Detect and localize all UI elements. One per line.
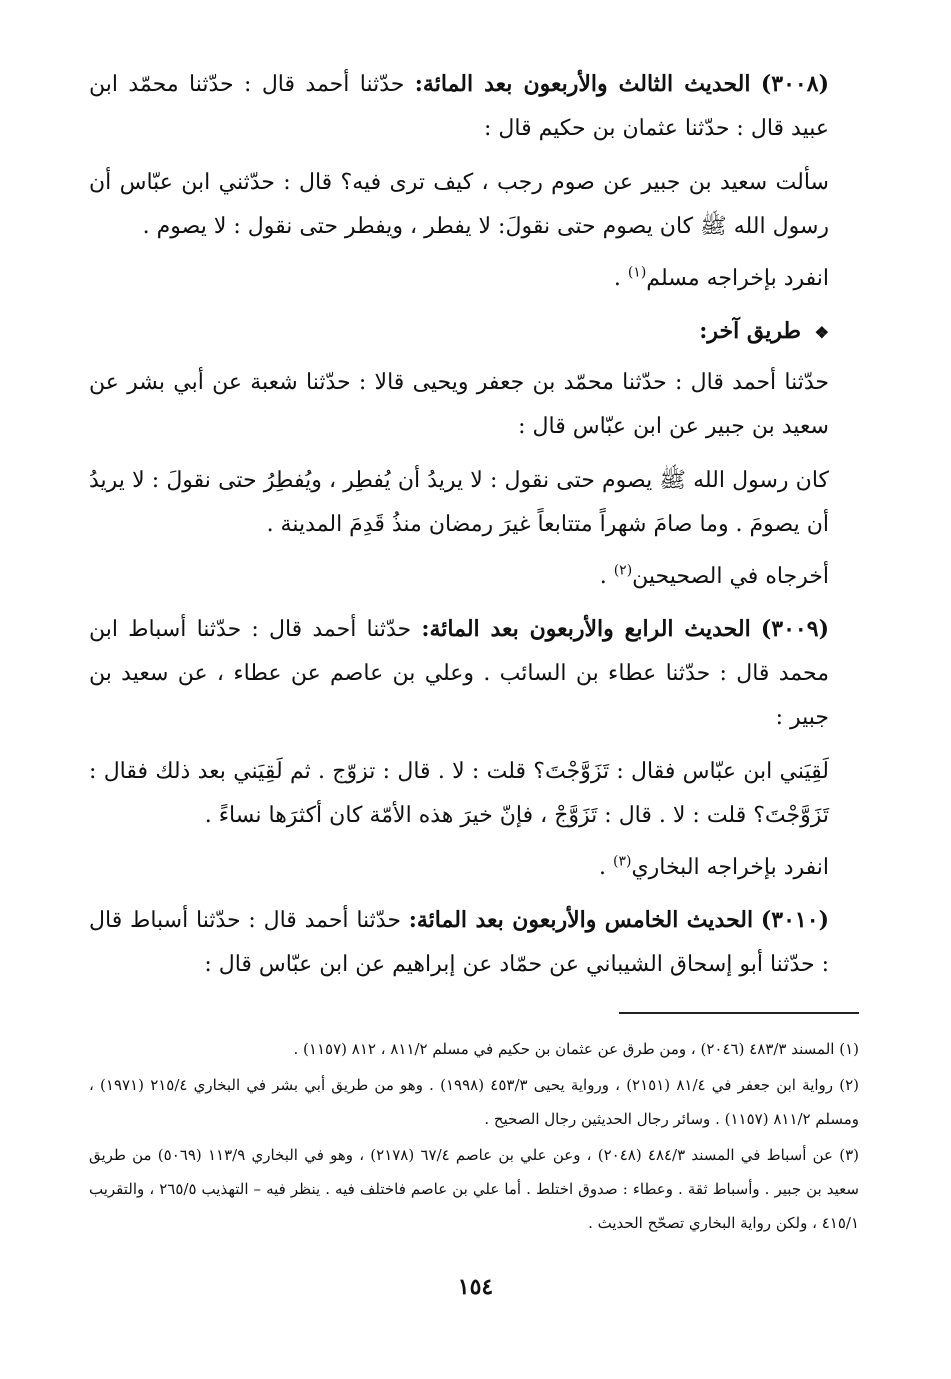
diamond-icon: ❖ xyxy=(814,323,829,342)
hadith-number: (٣٠٠٩) xyxy=(760,616,829,642)
footnote-2: (٢) رواية ابن جعفر في ٨١/٤ (٢١٥١) ، ورواية يحيى ٤٥٣/٣ (١٩٩٨) . وهو من طريق أبي بشر في البخاري ٢١٥/٤ (١٩٧١) ، ومسلم ٨١١/٢ (١١٥٧) . وسائر رجال الحديثين رجال الصحيح . xyxy=(89,1076,860,1128)
hadith-title: الحديث الخامس والأربعون بعد المائة: xyxy=(408,907,754,933)
source-text: انفرد بإخراجه البخاري xyxy=(631,855,829,880)
page-number: ١٥٤ xyxy=(457,1274,494,1300)
hadith-3010-heading xyxy=(89,898,859,987)
hadith-3008-heading xyxy=(89,62,859,151)
hadith-text: سألت سعيد بن جبير عن صوم رجب ، كيف ترى فيه؟ قال : حدّثني ابن عبّاس أن رسول الله ﷺ كان يصوم حتى نقولَ: لا يفطر ، ويفطر حتى نقول : لا يصوم . xyxy=(89,170,829,239)
footnote-marker[interactable]: (١) xyxy=(627,264,647,281)
isnad-chain: حدّثنا أحمد قال : حدّثنا أسباط ابن محمد قال : حدّثنا عطاء بن السائب . وعلي بن عاصم عن عطاء ، عن سعيد بن جبير : xyxy=(89,617,829,730)
source-text: أخرجاه في الصحيحين xyxy=(632,564,829,589)
hadith-title: الحديث الثالث والأربعون بعد المائة: xyxy=(414,71,751,97)
hadith-number: (٣٠١٠) xyxy=(760,907,829,933)
hadith-source: أخرجاه في الصحيحين$^{(٢)}$ . xyxy=(599,562,829,589)
hadith-source: انفرد بإخراجه مسلم$^{(١)}$ . xyxy=(613,264,829,291)
hadith-3009-heading xyxy=(89,607,859,740)
isnad-chain: حدّثنا أحمد قال : حدّثنا محمّد ابن عبيد قال : حدّثنا عثمان بن حكيم قال : xyxy=(89,72,829,141)
footnote-marker[interactable]: (٢) xyxy=(613,562,633,579)
hadith-title: الحديث الرابع والأربعون بعد المائة: xyxy=(421,616,751,642)
other-route-heading xyxy=(89,309,859,355)
footnote-divider xyxy=(619,1012,859,1014)
footnote-marker[interactable]: (٣) xyxy=(612,853,632,870)
isnad-chain: حدّثنا أحمد قال : حدّثنا أسباط قال : حدّثنا أبو إسحاق الشيباني عن حمّاد عن إبراهيم عن ابن عبّاس قال : xyxy=(89,908,829,977)
hadith-number: (٣٠٠٨) xyxy=(760,71,829,97)
isnad-chain: حدّثنا أحمد قال : حدّثنا محمّد بن جعفر ويحيى قالا : حدّثنا شعبة عن أبي بشر عن سعيد بن جبير عن ابن عبّاس قال : xyxy=(89,370,829,439)
source-text: انفرد بإخراجه مسلم xyxy=(646,266,829,291)
footnotes xyxy=(89,1032,859,1242)
hadith-source: انفرد بإخراجه البخاري$^{(٣)}$ . xyxy=(598,853,829,880)
main-text xyxy=(89,62,859,995)
footnote-3: (٣) عن أسباط في المسند ٤٨٤/٣ (٢٠٤٨) ، وعن علي بن عاصم ٦٧/٤ (٢١٧٨) ، وهو في البخاري ١١٣/٩ (٥٠٦٩) من طريق سعيد بن جبير . وأسباط ثقة . وعطاء : صدوق اختلط . أما علي بن عاصم فاختلف فيه . ينظر فيه – التهذيب ٢٦٥/٥ ، والتقريب ٤١٥/١ ، ولكن رواية البخاري تصحّح الحديث . xyxy=(89,1146,859,1232)
other-route-label: طريق آخر: xyxy=(699,318,801,344)
hadith-text: لَقِيَني ابن عبّاس فقال : تَزَوَّجْتَ؟ قلت : لا . قال : تزوّج . ثم لَقِيَني بعد ذلك فقال : تَزَوَّجْتَ؟ قلت : لا . قال : تَزَوَّجْ ، فإنّ خيرَ هذه الأمّة كان أكثرَها نساءً . xyxy=(89,759,829,828)
footnote-1: (١) المسند ٤٨٣/٣ (٢٠٤٦) ، ومن طرق عن عثمان بن حكيم في مسلم ٨١١/٢ ، ٨١٢ (١١٥٧) . xyxy=(293,1040,859,1058)
hadith-text: كان رسول الله ﷺ يصوم حتى نقول : لا يريدُ أن يُفطِر ، ويُفطِرُ حتى نقولَ : لا يريدُ أن يصومَ . وما صامَ شهراً متتابعاً غيرَ رمضان منذُ قَدِمَ المدينة . xyxy=(89,468,829,537)
